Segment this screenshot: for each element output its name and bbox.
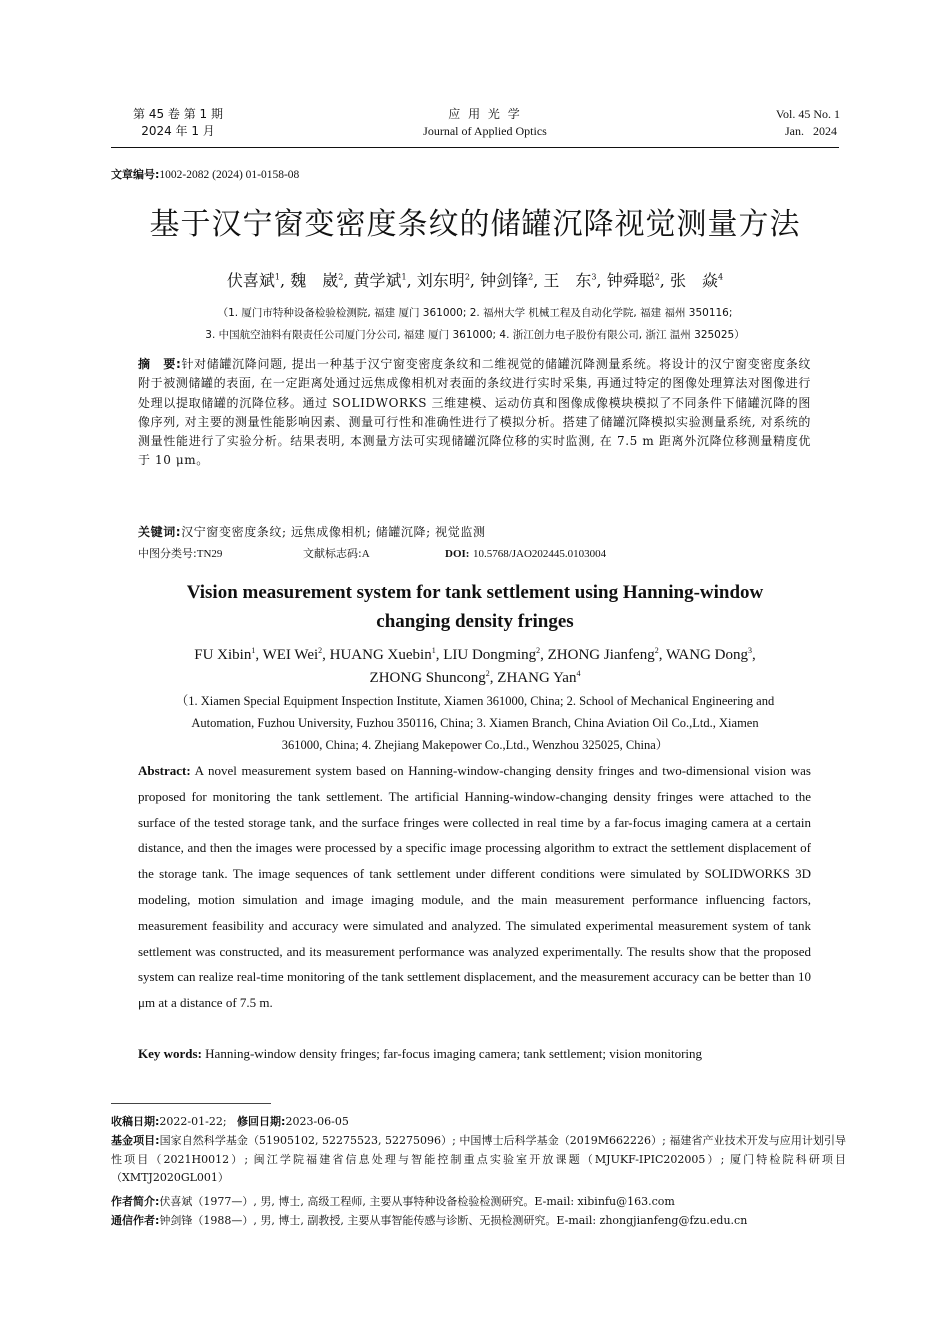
affiliation-cn-line: （1. 厦门市特种设备检验检测院, 福建 厦门 361000; 2. 福州大学 机械工程及自动化学院, 福建 福州 350116;: [217, 307, 733, 319]
author-en: WEI Wei$^2$,: [262, 646, 330, 663]
abstract-en: [138, 758, 811, 1016]
author-cn: 刘东明$^2$,: [416, 271, 475, 290]
article-number-value: 1002-2082 (2024) 01-0158-08: [159, 169, 300, 181]
affiliations-cn: [100, 302, 850, 346]
article-number: [111, 166, 299, 182]
title-en-line: changing density fringes: [376, 611, 574, 632]
author-en: WANG Dong$^3$,: [665, 646, 756, 663]
author-en: ZHANG Yan$^4$: [497, 669, 581, 686]
volume-en: Vol. 45 No. 1: [775, 107, 840, 121]
author-en: ZHONG Shuncong$^2$,: [369, 669, 498, 686]
journal-cn: 应 用 光 学: [448, 107, 522, 121]
keywords-en: [138, 1041, 811, 1067]
abstract-cn-label: 摘 要:: [138, 357, 182, 371]
affiliation-cn-line: 3. 中国航空油料有限责任公司厦门分公司, 福建 厦门 361000; 4. 浙江创力电子股份有限公司, 浙江 温州 325025）: [205, 329, 745, 341]
abstract-cn: [138, 355, 811, 471]
footnote-corresponding: 通信作者:钟剑锋（1988—）, 男, 博士, 副教授, 主要从事智能传感与诊断、无损检测研究。E-mail: zhongjianfeng@fzu.edu.cn: [111, 1214, 748, 1227]
article-number-label: 文章编号:: [111, 168, 160, 181]
authors-en-line: [100, 667, 850, 690]
doc-code: 文献标志码:A: [303, 547, 370, 560]
author-cn: 魏 崴$^2$,: [290, 271, 349, 290]
affiliations-en: [100, 690, 850, 756]
authors-cn: [100, 269, 850, 293]
title-en-line: Vision measurement system for tank settlement using Hanning-window: [186, 582, 764, 603]
author-cn: 伏喜斌$^1$,: [226, 271, 286, 290]
authors-en: [100, 644, 850, 690]
footnote-rule: [111, 1103, 271, 1104]
abstract-en-text: A novel measurement system based on Hanning-window-changing density fringes and two-dimensional vision was proposed for monitoring the tank settlement. The artificial Hanning-window-changing density fringes were attached to the surface of the tested storage tank, and the surface fringes were collected in real time by a far-focus imaging camera at a certain distance, and then the images were processed by a specific image processing algorithm to extract the settlement displacement of the storage tank. The image sequences of tank settlement under different conditions were simulated by SOLIDWORKS 3D modeling, motion simulation and image imaging module, and the main measurement performance influencing factors, measurement feasibility and accuracy were simulated and analyzed. The simulated experimental measurement system of tank settlement was constructed, and its measurement performance was analyzed experimentally. The results show that the proposed system can realize real-time monitoring of the tank settlement displacement, and the measurement accuracy can be better than 10 μm at a distance of 7.5 m.: [138, 763, 811, 1011]
keywords-en-label: Key words:: [138, 1046, 202, 1061]
date-en: Jan. 2024: [785, 124, 837, 138]
keywords-cn-label: 关键词:: [138, 525, 182, 539]
author-en: FU Xibin$^1$,: [194, 646, 263, 663]
author-cn: 王 东$^3$,: [543, 271, 602, 290]
footnote-fund: 基金项目:国家自然科学基金（51905102, 52275523, 52275096）; 中国博士后科学基金（2019M662226）; 福建省产业技术开发与应用计划引导性项目（2021H0012）; 闽江学院福建省信息处理与智能控制重点实验室开放课题（MJUKF-IPIC202005）; 厦门特检院科研项目（XMTJ2020GL001）: [111, 1134, 846, 1184]
author-en: ZHONG Jianfeng$^2$,: [547, 646, 666, 663]
affiliation-en-line: Automation, Fuzhou University, Fuzhou 350116, China; 3. Xiamen Branch, China Aviation Oil Co.,Ltd., Xiamen: [191, 716, 759, 730]
date-cn: 2024 年 1 月: [141, 124, 215, 138]
title-en: [100, 578, 850, 636]
footnote-author: 作者简介:伏喜斌（1977—）, 男, 博士, 高级工程师, 主要从事特种设备检验检测研究。E-mail: xibinfu@163.com: [111, 1195, 675, 1208]
clc: 中图分类号:TN29: [138, 547, 223, 560]
author-en: HUANG Xuebin$^1$,: [329, 646, 444, 663]
journal-en: Journal of Applied Optics: [423, 124, 547, 138]
title-cn: 基于汉宁窗变密度条纹的储罐沉降视觉测量方法: [149, 207, 801, 242]
keywords-en-text: Hanning-window density fringes; far-focus imaging camera; tank settlement; vision monitoring: [201, 1046, 703, 1061]
author-cn: 钟舜聪$^2$,: [606, 271, 665, 290]
footnote-dates: 收稿日期:2022-01-22; 修回日期:2023-06-05: [111, 1115, 349, 1128]
authors-en-line: [100, 644, 850, 667]
affiliation-en-line: 361000, China; 4. Zhejiang Makepower Co.,Ltd., Wenzhou 325025, China）: [281, 738, 669, 752]
header-left: [118, 106, 238, 140]
author-cn: 钟剑锋$^2$,: [480, 271, 539, 290]
header-rule: [111, 147, 839, 148]
volume-cn: 第 45 卷 第 1 期: [133, 107, 223, 121]
keywords-cn-text: 汉宁窗变密度条纹; 远焦成像相机; 储罐沉降; 视觉监测: [181, 525, 486, 539]
author-cn: 黄学斌$^1$,: [353, 271, 412, 290]
abstract-en-label: Abstract:: [138, 763, 191, 778]
affiliation-en-line: （1. Xiamen Special Equipment Inspection Institute, Xiamen 361000, China; 2. School of Mechanical Engineering and: [175, 694, 775, 708]
header-right: [740, 106, 840, 140]
author-en: LIU Dongming$^2$,: [443, 646, 548, 663]
abstract-cn-text: 针对储罐沉降问题, 提出一种基于汉宁窗变密度条纹和二维视觉的储罐沉降测量系统。将设计的汉宁窗变密度条纹附于被测储罐的表面, 在一定距离处通过远焦成像相机对表面的条纹进行实时采集, 再通过特定的图像处理算法对图像进行处理以提取储罐的沉降位移。通过 SOLIDWORKS 三维建模、运动仿真和图像成像模块模拟了不同条件下储罐沉降的图像序列, 对主要的测量性能影响因素、测量可行性和准确性进行了模拟分析。搭建了储罐沉降模拟实验测量系统, 对系统的测量性能进行了实验分析。结果表明, 本测量方法可实现储罐沉降位移的实时监测, 在 7.5 m 距离外沉降位移测量精度优于 10 μm。: [138, 357, 812, 468]
keywords-cn: [138, 523, 811, 542]
header-center: [380, 106, 590, 140]
doi: DOI: 10.5768/JAO202445.0103004: [445, 548, 607, 560]
author-cn: 张 焱$^4$: [669, 271, 724, 290]
